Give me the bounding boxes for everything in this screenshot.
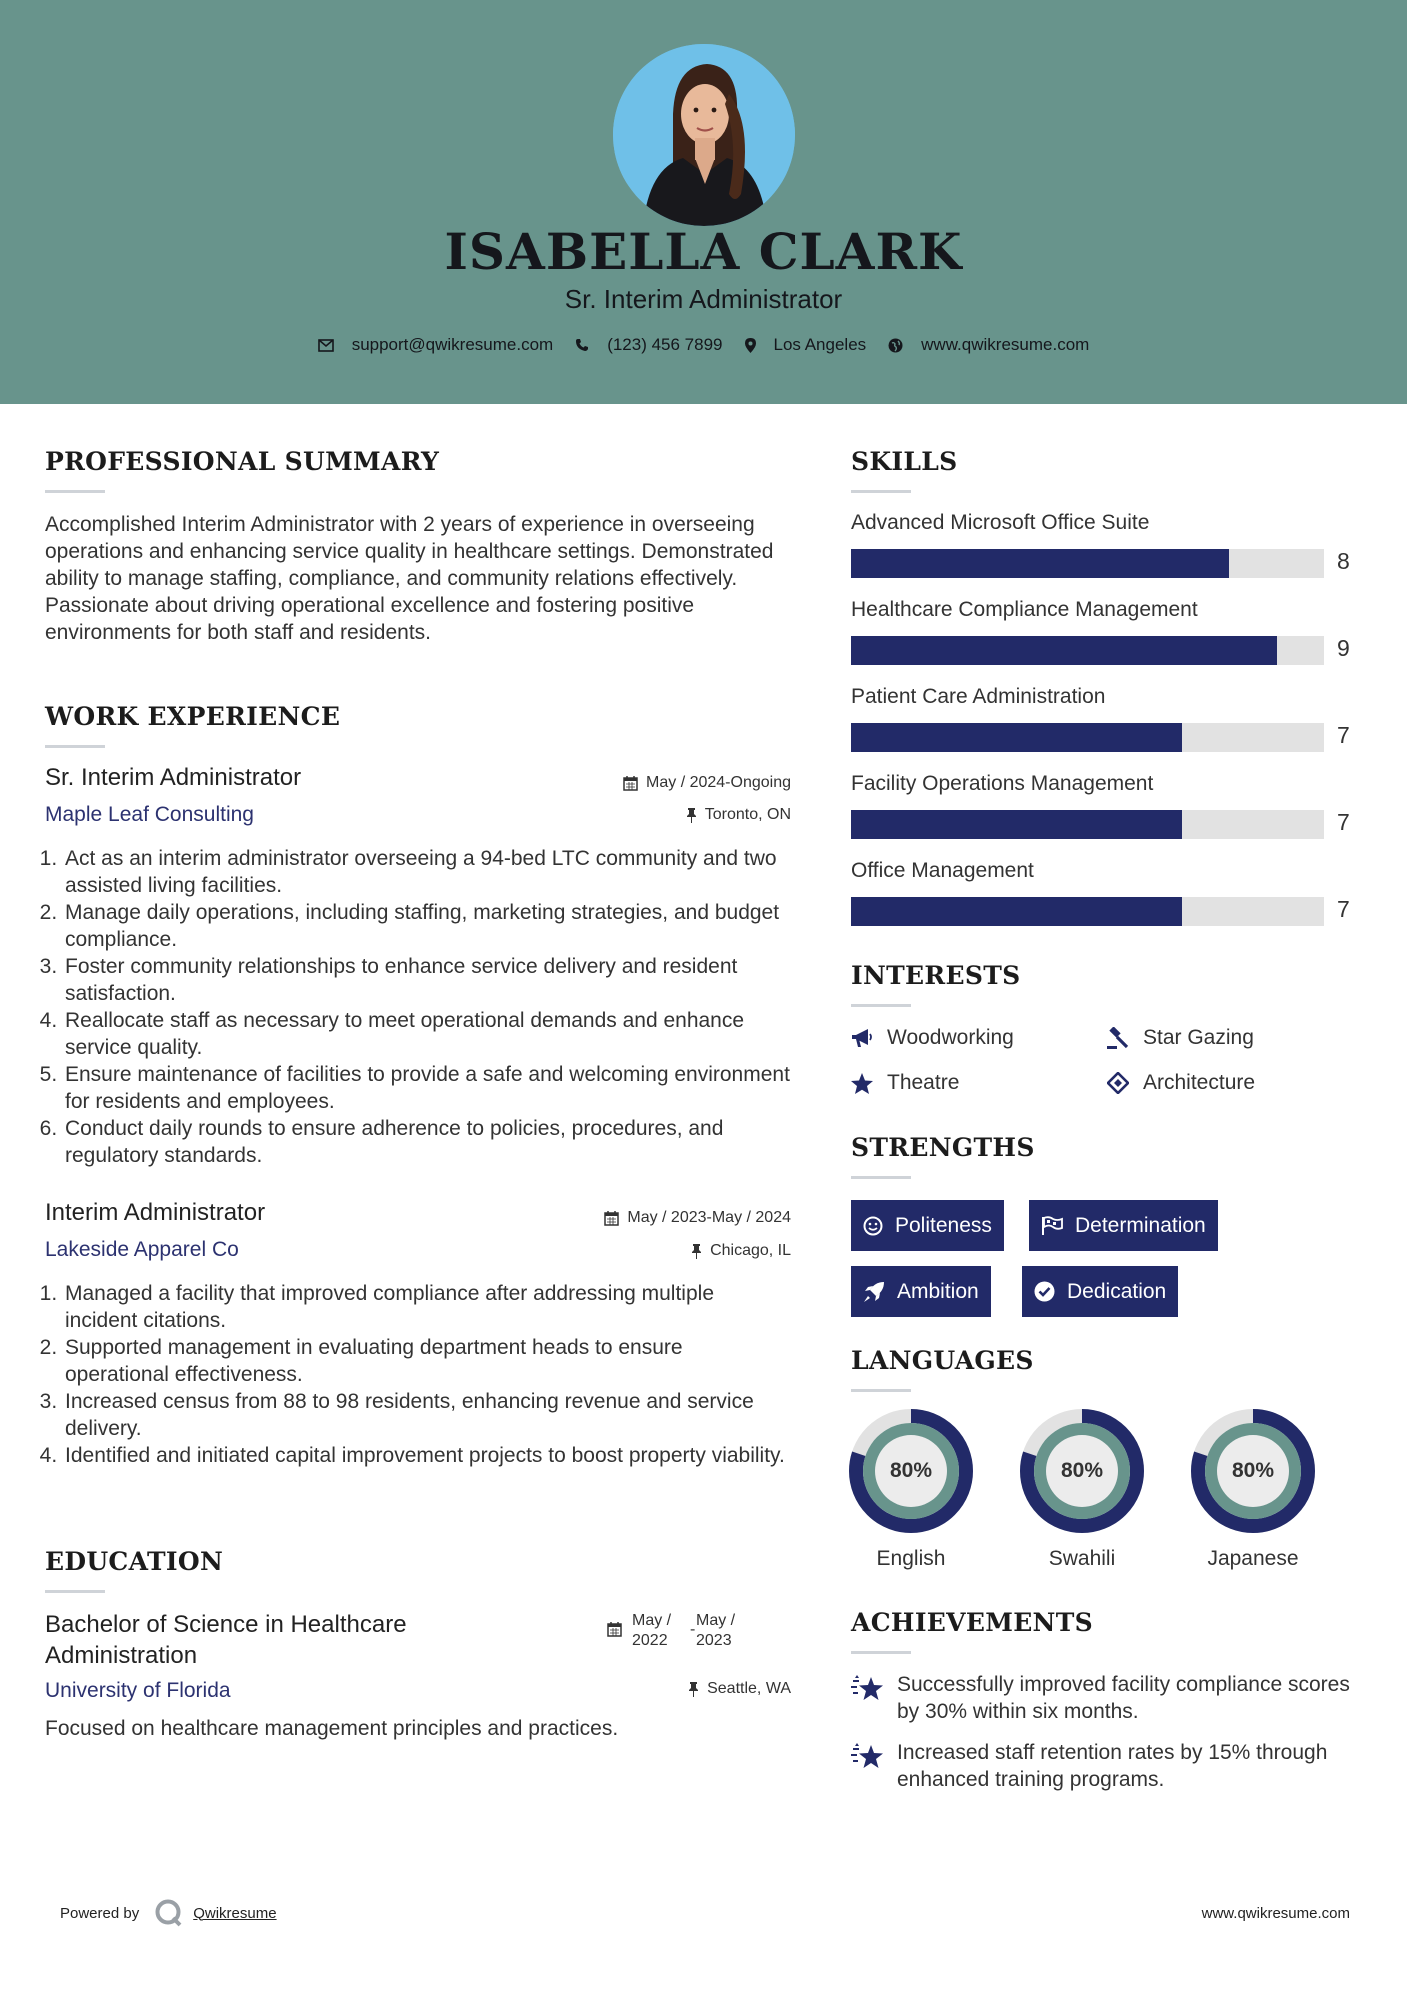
profile-photo	[613, 44, 795, 226]
skills-heading: SKILLS	[851, 447, 958, 476]
job-location-text: Toronto, ON	[704, 806, 791, 823]
language-item	[1020, 1409, 1144, 1571]
duty-item: 5. Ensure maintenance of facilities to provide a safe and welcoming environment for residents and employees.	[63, 1061, 790, 1115]
stars-award-icon	[851, 1741, 885, 1771]
language-ring	[849, 1409, 973, 1533]
pushpin-icon	[691, 1244, 702, 1259]
job-company: Lakeside Apparel Co	[45, 1238, 239, 1261]
contact-website-text: www.qwikresume.com	[921, 335, 1090, 354]
contact-phone-text: (123) 456 7899	[607, 335, 723, 354]
duty-item: 3. Foster community relationships to enhance service delivery and resident satisfaction.	[63, 953, 790, 1007]
pushpin-icon	[688, 1682, 699, 1697]
strength-label: Politeness	[895, 1213, 992, 1237]
skill-bar-fill	[851, 723, 1182, 752]
rocket-icon	[863, 1281, 885, 1303]
interest-label: Woodworking	[887, 1026, 1014, 1049]
language-item	[1191, 1409, 1315, 1571]
map-pin-icon	[745, 338, 756, 353]
languages-underline	[851, 1389, 911, 1392]
education-heading: EDUCATION	[45, 1547, 224, 1576]
job-dates	[604, 1209, 791, 1227]
job-location-text: Chicago, IL	[710, 1242, 791, 1259]
job-location	[686, 806, 791, 824]
strength-badge-ambition	[851, 1266, 991, 1317]
contact-location	[745, 335, 867, 355]
gavel-icon	[1107, 1027, 1129, 1049]
qwikresume-link[interactable]: Qwikresume	[193, 1904, 277, 1922]
contact-website[interactable]	[888, 335, 1089, 355]
skill-bar-fill	[851, 897, 1182, 926]
skill-score: 7	[1337, 809, 1350, 835]
job-title: Sr. Interim Administrator	[45, 764, 302, 791]
strength-badge-dedication	[1022, 1266, 1178, 1317]
duty-item: 2. Supported management in evaluating department heads to ensure operational effectiveness.	[63, 1334, 790, 1388]
education-location	[688, 1680, 791, 1698]
interest-label: Theatre	[887, 1071, 960, 1094]
interests-heading: INTERESTS	[851, 961, 1021, 990]
skill-bar-fill	[851, 810, 1182, 839]
skill-bar-track	[851, 636, 1324, 665]
megaphone-icon	[851, 1028, 873, 1048]
achievement-text: Increased staff retention rates by 15% through enhanced training programs.	[897, 1741, 1328, 1791]
skill-label: Advanced Microsoft Office Suite	[851, 511, 1150, 534]
powered-by-text: Powered by	[60, 1904, 140, 1922]
language-name: English	[876, 1547, 946, 1570]
language-name: Japanese	[1207, 1547, 1299, 1570]
education-description: Focused on healthcare management principles and practices.	[45, 1717, 619, 1740]
summary-text: Accomplished Interim Administrator with 2 years of experience in overseeing operations and enhancing service quality in healthcare settings. Demonstrated ability to manage staffing, compliance, and community relations effectively. Passionate about driving operational excellence and fostering positive environments for both staff and residents.	[45, 513, 774, 644]
skill-bar-track	[851, 897, 1324, 926]
job-duties	[35, 845, 790, 1169]
contact-bar	[0, 335, 1407, 355]
skill-score: 8	[1337, 548, 1350, 574]
strengths-heading: STRENGTHS	[851, 1133, 1035, 1162]
education-underline	[45, 1590, 105, 1593]
duty-item: 1. Managed a facility that improved compliance after addressing multiple incident citations.	[63, 1280, 790, 1334]
interest-label: Star Gazing	[1143, 1026, 1254, 1049]
achievement-text: Successfully improved facility compliance scores by 30% within six months.	[897, 1673, 1350, 1723]
contact-email[interactable]	[318, 335, 554, 355]
job-company: Maple Leaf Consulting	[45, 803, 254, 826]
interest-item-theatre	[851, 1071, 959, 1095]
skill-score: 9	[1337, 635, 1350, 661]
candidate-title: Sr. Interim Administrator	[564, 284, 843, 314]
degree-title: Bachelor of Science in Healthcare Administration	[45, 1611, 407, 1669]
strength-badge-politeness	[851, 1200, 1004, 1251]
job-dates-text: May / 2023-May / 2024	[627, 1209, 791, 1226]
calendar-icon	[604, 1211, 619, 1226]
job-location	[691, 1242, 791, 1260]
language-percent: 80%	[1060, 1459, 1104, 1482]
education-start: May / 2022	[632, 1612, 672, 1649]
school-name: University of Florida	[45, 1679, 231, 1702]
skill-bar-fill	[851, 549, 1229, 578]
languages-heading: LANGUAGES	[851, 1346, 1034, 1375]
duty-item: 6. Conduct daily rounds to ensure adherence to policies, procedures, and regulatory standards.	[63, 1115, 790, 1169]
footer-powered-by	[60, 1897, 277, 1929]
date-separator: -	[690, 1621, 696, 1638]
summary-underline	[45, 490, 105, 493]
calendar-icon	[607, 1622, 622, 1637]
duty-item: 1. Act as an interim administrator overseeing a 94-bed LTC community and two assisted living facilities.	[63, 845, 790, 899]
job-title: Interim Administrator	[45, 1199, 266, 1226]
interest-item-architecture	[1107, 1071, 1255, 1095]
skill-label: Patient Care Administration	[851, 685, 1106, 708]
skills-underline	[851, 490, 911, 493]
qwikresume-logo-icon	[153, 1897, 185, 1929]
interest-item-star-gazing	[1107, 1026, 1254, 1050]
skill-label: Healthcare Compliance Management	[851, 598, 1198, 621]
skill-bar-track	[851, 549, 1324, 578]
star-icon	[851, 1073, 873, 1094]
check-circle-icon	[1034, 1281, 1055, 1302]
globe-icon	[888, 338, 903, 353]
flag-icon	[1041, 1216, 1063, 1236]
skill-bar-track	[851, 810, 1324, 839]
strength-label: Ambition	[897, 1279, 979, 1303]
interest-label: Architecture	[1143, 1071, 1256, 1094]
achievements-heading: ACHIEVEMENTS	[851, 1608, 1093, 1637]
language-percent: 80%	[1231, 1459, 1275, 1482]
skill-label: Office Management	[851, 859, 1034, 882]
language-item	[849, 1409, 973, 1571]
achievement-item	[851, 1739, 1351, 1793]
contact-location-text: Los Angeles	[773, 335, 867, 354]
interest-item-woodworking	[851, 1026, 1014, 1050]
strength-label: Dedication	[1067, 1279, 1167, 1303]
duty-item: 4. Reallocate staff as necessary to meet operational demands and enhance service quality.	[63, 1007, 790, 1061]
candidate-name: ISABELLA CLARK	[444, 222, 963, 281]
job-duties	[35, 1280, 790, 1469]
summary-heading: PROFESSIONAL SUMMARY	[45, 447, 440, 476]
strength-label: Determination	[1075, 1213, 1206, 1237]
duty-item: 2. Manage daily operations, including staffing, marketing strategies, and budget compliance.	[63, 899, 790, 953]
job-dates-text: May / 2024-Ongoing	[646, 774, 791, 791]
strength-badge-determination	[1029, 1200, 1218, 1251]
job-dates	[623, 774, 791, 792]
education-end: May / 2023	[696, 1612, 736, 1649]
contact-phone[interactable]	[575, 335, 722, 355]
achievement-item	[851, 1671, 1351, 1725]
duty-item: 3. Increased census from 88 to 98 residents, enhancing revenue and service delivery.	[63, 1388, 790, 1442]
resume-header	[0, 0, 1407, 404]
achievements-underline	[851, 1651, 911, 1654]
language-ring	[1191, 1409, 1315, 1533]
calendar-icon	[623, 776, 638, 791]
language-name: Swahili	[1048, 1547, 1116, 1570]
envelope-icon	[318, 339, 334, 352]
smile-icon	[863, 1216, 883, 1236]
skill-label: Facility Operations Management	[851, 772, 1154, 795]
stars-award-icon	[851, 1673, 885, 1703]
phone-icon	[575, 338, 589, 352]
contact-email-text: support@qwikresume.com	[351, 335, 554, 354]
skill-bar-track	[851, 723, 1324, 752]
education-dates	[607, 1611, 746, 1651]
interests-underline	[851, 1004, 911, 1007]
pushpin-icon	[686, 808, 697, 823]
skill-score: 7	[1337, 722, 1350, 748]
ticket-icon	[1107, 1072, 1129, 1094]
education-location-text: Seattle, WA	[707, 1680, 791, 1697]
language-percent: 80%	[889, 1459, 933, 1482]
strengths-underline	[851, 1176, 911, 1179]
footer-website[interactable]: www.qwikresume.com	[1201, 1905, 1350, 1922]
skill-bar-fill	[851, 636, 1277, 665]
duty-item: 4. Identified and initiated capital improvement projects to boost property viability.	[63, 1442, 790, 1469]
skill-score: 7	[1337, 896, 1350, 922]
language-ring	[1020, 1409, 1144, 1533]
experience-underline	[45, 745, 105, 748]
experience-heading: WORK EXPERIENCE	[45, 702, 341, 731]
